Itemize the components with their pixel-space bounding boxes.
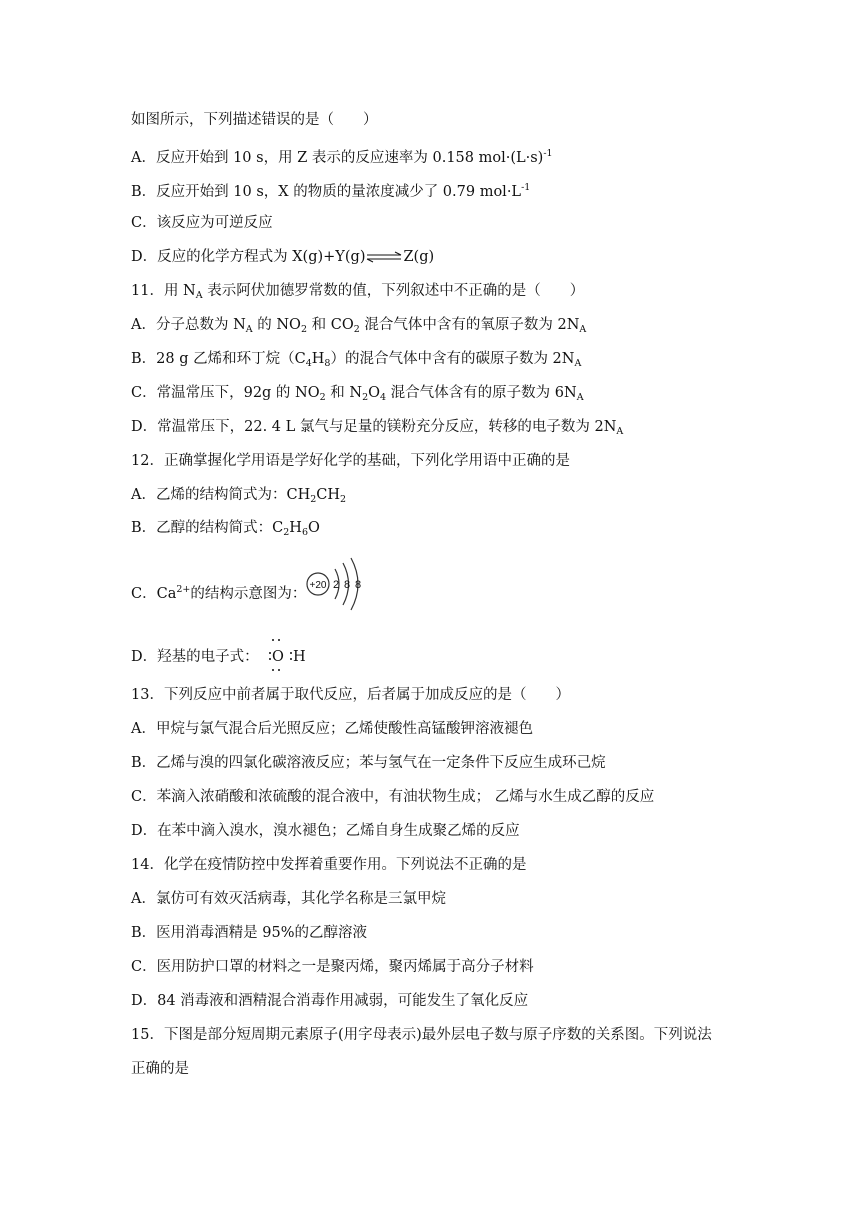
q14-stem: 14．化学在疫情防控中发挥着重要作用。下列说法不正确的是 — [131, 857, 527, 873]
ca-ion-structure-diagram — [302, 556, 368, 616]
electron-dot — [290, 652, 292, 654]
electron-dot — [278, 639, 280, 641]
q13-option-c: C．苯滴入浓硝酸和浓硫酸的混合液中，有油状物生成； 乙烯与水生成乙醇的反应 — [131, 789, 655, 805]
q14-option-b: B．医用消毒酒精是 95%的乙醇溶液 — [131, 925, 367, 941]
electron-dot — [269, 658, 271, 660]
q14-option-d: D．84 消毒液和酒精混合消毒作用减弱，可能发生了氧化反应 — [131, 993, 529, 1009]
q15-stem-line2: 正确的是 — [131, 1061, 189, 1077]
q13-stem: 13．下列反应中前者属于取代反应，后者属于加成反应的是（ ） — [131, 687, 570, 703]
q12-option-d: D．羟基的电子式： — [131, 649, 259, 665]
reversible-arrow-icon — [365, 251, 403, 263]
hydrogen-symbol: H — [293, 649, 306, 665]
q11-option-c: C．常温常压下，92g 的 $NO_2$ 和 $N_2O_4$ 混合气体含有的原子数为 $6N_A$ — [131, 385, 584, 403]
electron-dot — [278, 669, 280, 671]
shell-3-electrons: 8 — [354, 579, 362, 591]
hydroxyl-electron-formula — [268, 636, 318, 676]
shell-2-electrons: 8 — [343, 579, 351, 591]
electron-dot — [269, 652, 271, 654]
q12-stem: 12．正确掌握化学用语是学好化学的基础，下列化学用语中正确的是 — [131, 453, 570, 469]
q13-option-b: B．乙烯与溴的四氯化碳溶液反应；苯与氢气在一定条件下反应生成环己烷 — [131, 755, 606, 771]
q11-option-a: A．分子总数为 $N_A$ 的 $NO_2$ 和 $CO_2$ 混合气体中含有的氧原子数为 $2N_A$ — [131, 317, 587, 335]
q11-stem: 11．用 $N_A$ 表示阿伏加德罗常数的值，下列叙述中不正确的是（ ） — [131, 283, 585, 301]
electron-dot — [272, 669, 274, 671]
q10-option-d: D．反应的化学方程式为 X(g)+Y(g) Z(g) — [131, 249, 435, 265]
oxygen-symbol: O — [272, 649, 284, 665]
q10-stem: 如图所示，下列描述错误的是（ ） — [131, 112, 378, 128]
q13-option-a: A．甲烷与氯气混合后光照反应；乙烯使酸性高锰酸钾溶液褪色 — [131, 721, 533, 737]
q12-option-b: B．乙醇的结构简式：$C_2H_6O$ — [131, 520, 320, 538]
q15-stem-line1: 15．下图是部分短周期元素原子(用字母表示)最外层电子数与原子序数的关系图。下列说法 — [131, 1027, 712, 1043]
electron-dot — [272, 639, 274, 641]
q10-option-c: C．该反应为可逆反应 — [131, 215, 273, 231]
electron-dot — [290, 658, 292, 660]
q11-option-b: B．28 g 乙烯和环丁烷$(C_4H_8)$的混合气体中含有的碳原子数为 $2N_A$ — [131, 351, 582, 369]
q14-option-c: C．医用防护口罩的材料之一是聚丙烯，聚丙烯属于高分子材料 — [131, 959, 534, 975]
q12-option-c: C．$Ca^{2+}$的结构示意图为： — [131, 584, 307, 602]
q12-option-a: A．乙烯的结构简式为：$CH_2CH_2$ — [131, 487, 347, 505]
q11-option-d: D．常温常压下，22. 4 L 氯气与足量的镁粉充分反应，转移的电子数为 $2N_A$ — [131, 419, 624, 437]
shell-1-electrons: 2 — [332, 579, 340, 591]
q14-option-a: A．氯仿可有效灭活病毒，其化学名称是三氯甲烷 — [131, 891, 446, 907]
q10-option-a: A．反应开始到 10 s，用 Z 表示的反应速率为 0.158 $mol\cdot(L\cdot s)^{-1}$ — [131, 148, 553, 166]
q10-option-b: B．反应开始到 10 s，X 的物质的量浓度减少了 0.79 $mol\cdot L^{-1}$ — [131, 182, 531, 200]
nucleus-charge: +20 — [309, 580, 327, 591]
q13-option-d: D．在苯中滴入溴水，溴水褪色；乙烯自身生成聚乙烯的反应 — [131, 823, 520, 839]
